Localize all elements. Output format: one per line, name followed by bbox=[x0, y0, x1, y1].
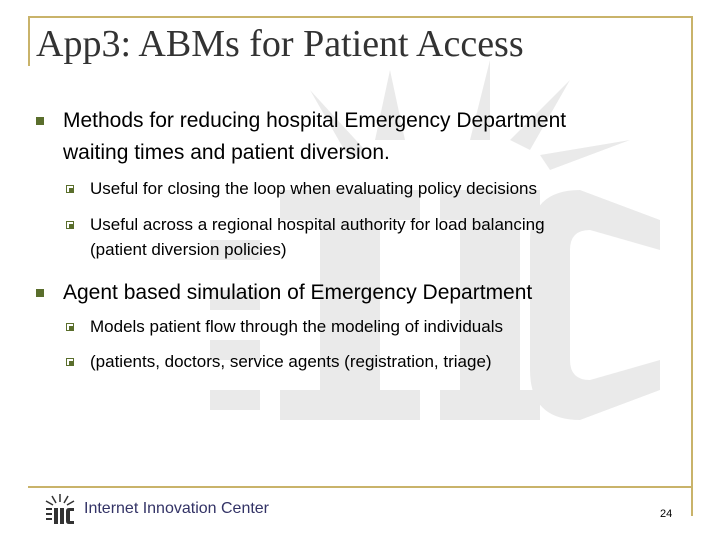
sub-bullet-icon bbox=[66, 221, 74, 229]
sub-bullet-text: Models patient flow through the modeling of individuals bbox=[90, 317, 503, 336]
footer-org-name: Internet Innovation Center bbox=[84, 500, 270, 517]
bullet-square-icon bbox=[36, 289, 44, 297]
bullet-text-line: waiting times and patient diversion. bbox=[63, 141, 390, 164]
iic-logo-icon bbox=[40, 490, 80, 530]
sub-bullet-icon bbox=[66, 185, 74, 193]
slide-title: App3: ABMs for Patient Access bbox=[36, 23, 524, 65]
bullet-text-line: Methods for reducing hospital Emergency Department bbox=[63, 109, 567, 132]
frame-right-line bbox=[691, 16, 693, 516]
frame-bottom-line bbox=[28, 486, 692, 488]
page-number: 24 bbox=[660, 508, 673, 520]
sub-bullet-text bbox=[90, 212, 545, 262]
bullet-text bbox=[63, 105, 566, 169]
bullet-text: Agent based simulation of Emergency Department bbox=[63, 281, 533, 304]
sub-bullet-text-line: (patient diversion policies) bbox=[90, 240, 287, 259]
sub-bullet-icon bbox=[66, 323, 74, 331]
frame-left-line bbox=[28, 16, 30, 66]
sub-bullet-icon bbox=[66, 358, 74, 366]
sub-bullet-text: Useful for closing the loop when evaluating policy decisions bbox=[90, 179, 537, 198]
bullet-square-icon bbox=[36, 117, 44, 125]
frame-top-line bbox=[28, 16, 693, 18]
sub-bullet-text: (patients, doctors, service agents (registration, triage) bbox=[90, 352, 492, 371]
sub-bullet-text-line: Useful across a regional hospital authority for load balancing bbox=[90, 215, 545, 234]
